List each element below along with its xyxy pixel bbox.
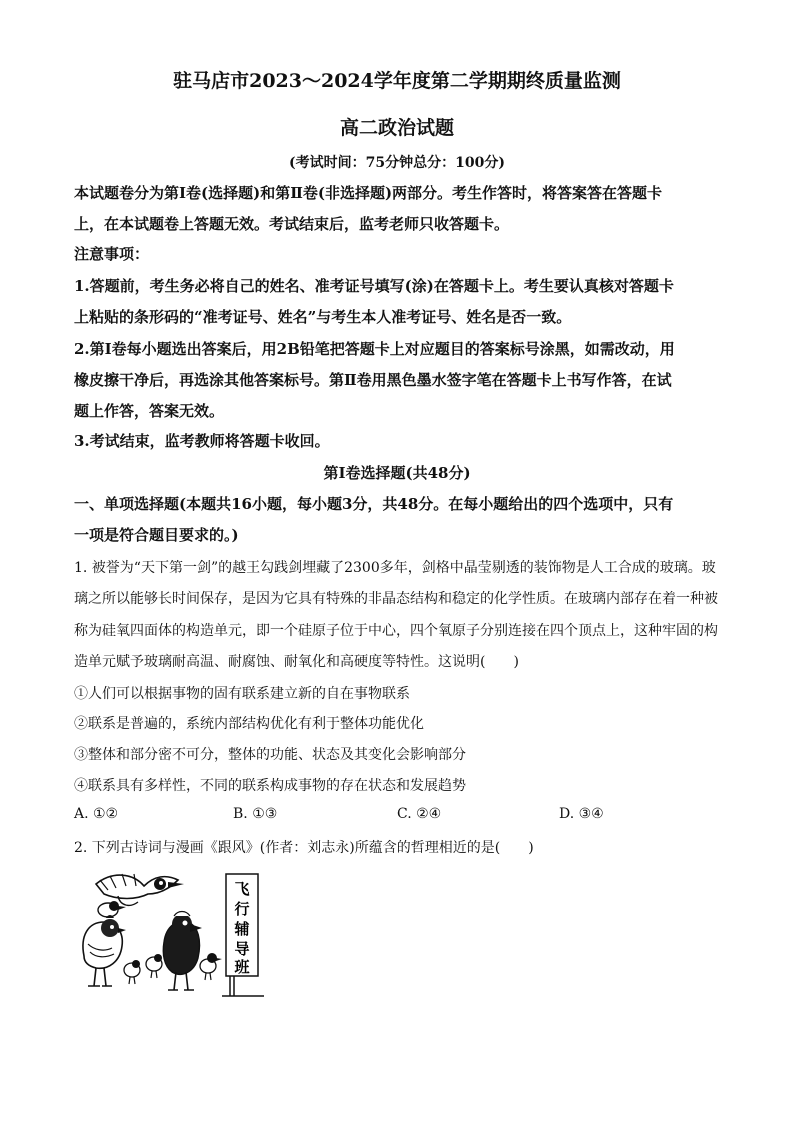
comic-image [74, 866, 274, 1001]
comic-sign-char: 行 [234, 900, 250, 918]
chick-icon [146, 954, 162, 978]
q1-statement-2: ②联系是普遍的，系统内部结构优化有利于整体功能优化 [74, 716, 424, 732]
chick-icon [200, 953, 222, 980]
q1-stem-line-1: 1. 被誉为“天下第一剑”的越王勾践剑埋藏了2300多年，剑格中晶莹剔透的装饰物是人工合成的玻璃。玻 [74, 560, 716, 576]
q1-option-b[interactable]: B. ①③ [233, 806, 278, 822]
section-title: 第Ⅰ卷选择题(共48分) [323, 464, 471, 482]
comic-sign-char: 飞 [234, 880, 250, 898]
flying-bird-icon [96, 874, 184, 905]
exam-title: 驻马店市2023～2024学年度第二学期期终质量监测 [173, 70, 621, 92]
chick-icon [124, 960, 140, 984]
crow-icon [163, 912, 202, 991]
note-2-line-1: 2.第Ⅰ卷每小题选出答案后，用2B铅笔把答题卡上对应题目的答案标号涂黑，如需改动，用 [74, 340, 675, 358]
note-2-line-2: 橡皮擦干净后，再选涂其他答案标号。第Ⅱ卷用黑色墨水签字笔在答题卡上书写作答，在试 [74, 371, 672, 389]
q1-stem-line-4: 造单元赋予玻璃耐高温、耐腐蚀、耐氧化和高硬度等特性。这说明( ) [74, 654, 519, 670]
note-2-line-3: 题上作答，答案无效。 [74, 402, 225, 420]
q1-statement-3: ③整体和部分密不可分，整体的功能、状态及其变化会影响部分 [74, 747, 466, 763]
q1-option-c[interactable]: C. ②④ [397, 806, 442, 822]
intro-line-2: 上，在本试题卷上答题无效。考试结束后，监考老师只收答题卡。 [74, 215, 510, 233]
hen-icon [83, 915, 126, 986]
intro-line-1: 本试题卷分为第Ⅰ卷(选择题)和第Ⅱ卷(非选择题)两部分。考生作答时，将答案答在答题卡 [74, 184, 663, 202]
comic-sign-char: 班 [234, 958, 250, 976]
comic-sign-char: 导 [234, 940, 250, 958]
note-1-line-2: 上粘贴的条形码的“准考证号、姓名”与考生本人准考证号、姓名是否一致。 [74, 308, 572, 326]
q1-stem-line-2: 璃之所以能够长时间保存，是因为它具有特殊的非晶态结构和稳定的化学性质。在玻璃内部存在着一种被 [74, 591, 718, 607]
comic-sign-char: 辅 [234, 920, 250, 938]
q1-statement-4: ④联系具有多样性，不同的联系构成事物的存在状态和发展趋势 [74, 778, 466, 794]
section-instruction-1: 一、单项选择题(本题共16小题，每小题3分，共48分。在每小题给出的四个选项中，只有 [74, 495, 674, 513]
q2-stem: 2. 下列古诗词与漫画《跟风》(作者：刘志永)所蕴含的哲理相近的是( ) [74, 840, 534, 856]
section-instruction-2: 一项是符合题目要求的。) [74, 526, 239, 544]
q1-statement-1: ①人们可以根据事物的固有联系建立新的自在事物联系 [74, 686, 410, 702]
note-1-line-1: 1.答题前，考生务必将自己的姓名、准考证号填写(涂)在答题卡上。考生要认真核对答题卡 [74, 277, 674, 295]
exam-info: (考试时间：75分钟总分：100分) [289, 155, 505, 171]
q1-stem-line-3: 称为硅氧四面体的构造单元，即一个硅原子位于中心，四个氧原子分别连接在四个顶点上，这种牢固的构 [74, 623, 718, 639]
note-3: 3.考试结束，监考教师将答题卡收回。 [74, 432, 330, 450]
exam-subject: 高二政治试题 [339, 117, 454, 139]
notes-heading: 注意事项： [74, 245, 150, 263]
q1-option-d[interactable]: D. ③④ [559, 806, 604, 822]
q1-option-a[interactable]: A. ①② [74, 806, 119, 822]
